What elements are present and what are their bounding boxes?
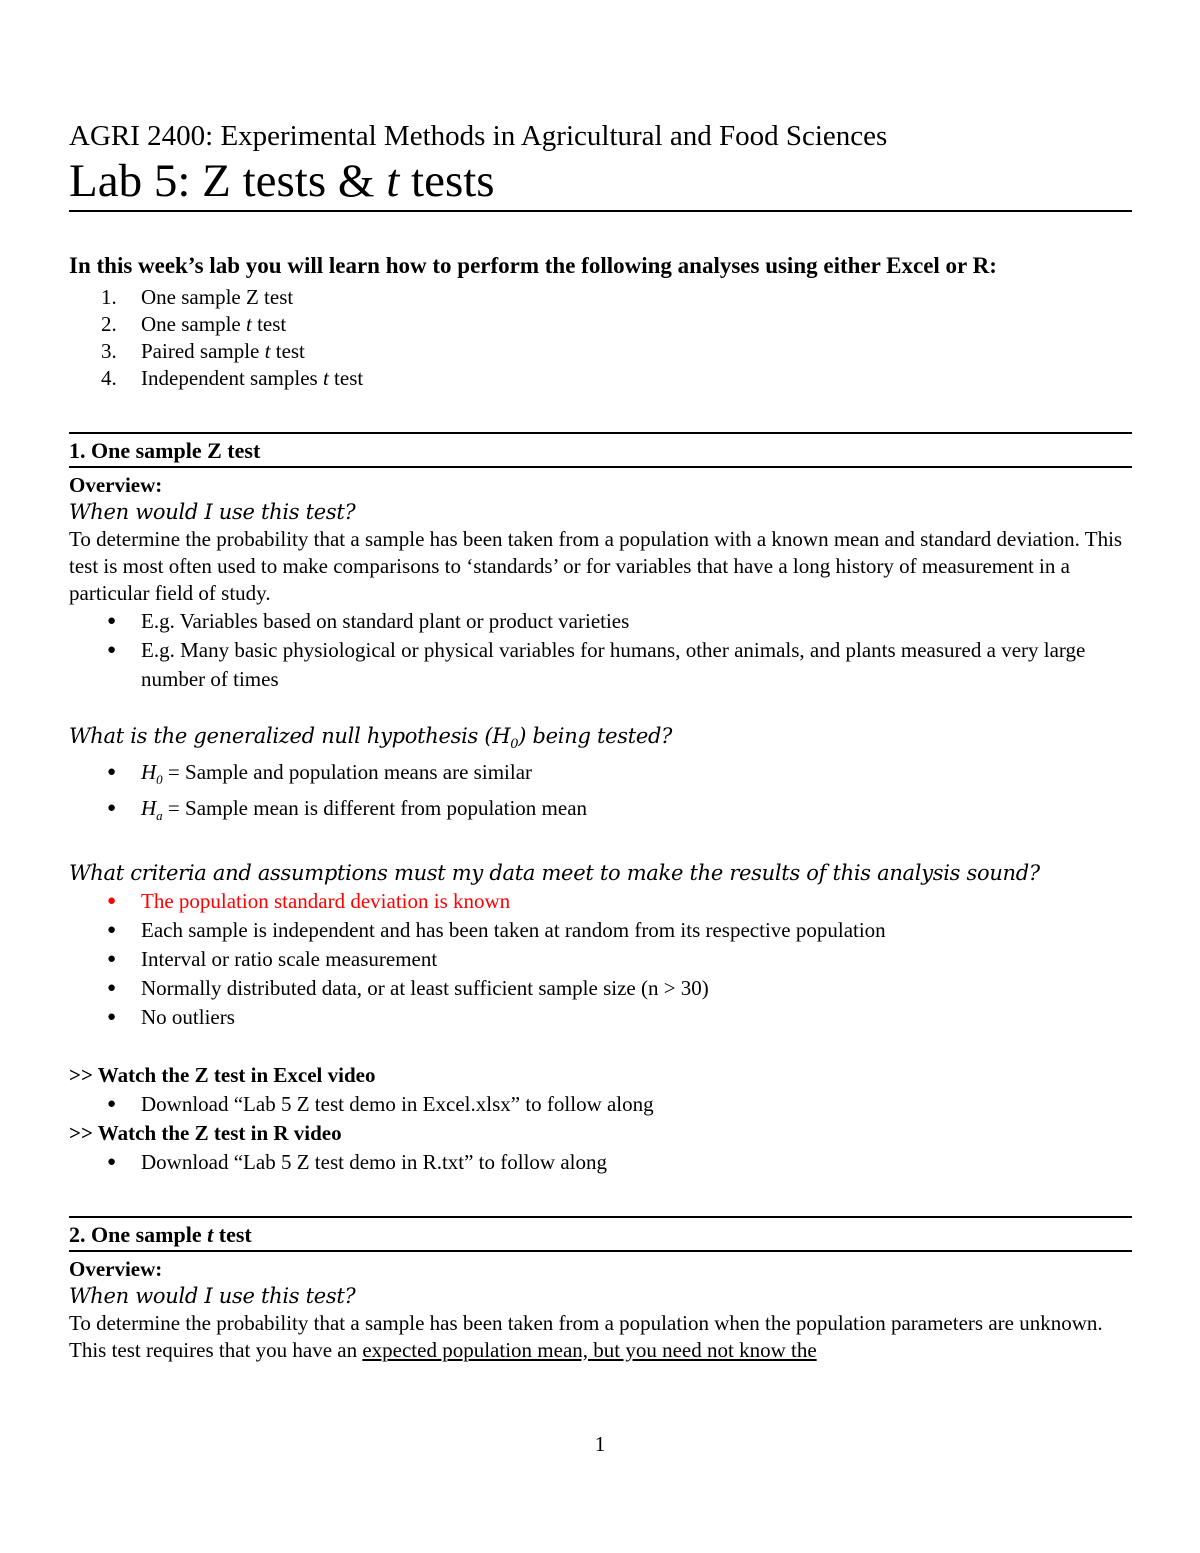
bullet-text [141,758,1132,794]
bullet-icon: ● [107,979,117,996]
list-text-post: test [328,366,364,390]
h0-text: = Sample and population means are similar [162,760,533,785]
question-when: When would I use this test? [69,1283,356,1308]
bullet-text [141,794,1132,830]
question-null [69,723,1132,758]
lab-title-suffix: tests [399,155,495,207]
when-text: To determine the probability that a sample has been taken from a population when the population parameters are unknown. This test requires that you have an [69,1310,1103,1362]
bullet-text: E.g. Many basic physiological or physical variables for humans, other animals, and plants measured a very large number of times [141,638,1086,691]
lab-title-t: t [386,155,400,207]
list-item [69,1090,1132,1119]
bullet-text: Interval or ratio scale measurement [141,946,438,971]
list-text-italic: t [322,366,329,390]
question-when: When would I use this test? [69,500,356,524]
list-item [69,758,1132,794]
list-text [141,311,286,338]
watch-r-video-link[interactable]: >> Watch the Z test in R video [69,1120,342,1145]
question-criteria: What criteria and assumptions must my data meet to make the results of this analysis sound? [69,860,1040,885]
section-2-heading-pre: 2. One sample [69,1221,208,1247]
list-item [69,338,1132,365]
hypotheses-list [69,758,1132,830]
when-paragraph [69,1310,1132,1364]
bullet-text: Download “Lab 5 Z test demo in Excel.xlsx” to follow along [141,1091,654,1116]
bullet-icon: ● [107,921,117,938]
bullet-icon: ● [107,1095,117,1112]
list-text-pre: One sample Z test [141,285,294,309]
bullet-icon: ● [107,613,117,629]
list-item [69,945,1132,974]
bullet-icon: ● [107,1008,117,1025]
analyses-list [69,284,1132,392]
list-item [69,916,1132,945]
overview-label: Overview: [69,1256,163,1281]
intro-text: In this week’s lab you will learn how to perform the following analyses using either Excel or R: [69,253,997,278]
list-number: 1. [101,285,117,309]
list-text-italic: t [264,339,271,363]
watch-excel-video-link[interactable]: >> Watch the Z test in Excel video [69,1062,376,1087]
question-null-sub: 0 [510,737,519,753]
list-text [141,365,363,392]
bullet-icon: ● [107,764,117,781]
when-paragraph: To determine the probability that a sample has been taken from a population with a known mean and standard deviation. This test is most often used to make comparisons to ‘standards’ or for variables that have a long history of measurement in a particular field of study. [69,527,1123,605]
question-null-end: ) being tested? [518,724,673,748]
list-text-italic: t [245,312,252,336]
page-number: 1 [594,1432,606,1456]
list-item [69,365,1132,392]
list-text [141,284,293,311]
bullet-icon: ● [107,1153,117,1170]
question-null-text: What is the generalized null hypothesis (H [69,724,511,748]
list-text [141,338,305,365]
lab-title-prefix: Lab 5: Z tests & [69,155,387,207]
list-text-post: test [251,312,287,336]
list-item [69,311,1132,338]
list-number: 3. [101,339,117,363]
list-item [69,636,1132,694]
course-title: AGRI 2400: Experimental Methods in Agricultural and Food Sciences [69,120,888,152]
list-text-pre: Paired sample [141,339,265,363]
bullet-icon: ● [107,892,117,909]
h0-label: H [141,760,157,785]
bullet-icon: ● [107,950,117,967]
excel-download-list [69,1090,1132,1119]
list-item [69,794,1132,830]
bullet-icon: ● [107,642,117,658]
list-item [69,974,1132,1003]
section-2-heading-italic: t [207,1221,214,1247]
list-item [69,284,1132,311]
list-number: 4. [101,366,117,390]
examples-list [69,607,1132,694]
bullet-text-red: The population standard deviation is known [141,888,511,913]
section-2-heading [69,1216,1132,1252]
page-content [69,118,1132,1364]
list-item [69,607,1132,636]
list-number: 2. [101,312,117,336]
section-2-heading-post: test [213,1221,252,1247]
overview-label: Overview: [69,473,163,497]
r-download-list [69,1148,1132,1177]
list-item [69,887,1132,916]
bullet-icon: ● [107,800,117,817]
ha-text: = Sample mean is different from population mean [162,796,588,821]
list-item [69,1148,1132,1177]
list-item [69,1003,1132,1032]
lab-title [69,154,1132,212]
criteria-list [69,887,1132,1032]
list-text-post: test [270,339,305,363]
list-text-pre: One sample [141,312,246,336]
bullet-text: E.g. Variables based on standard plant or product varieties [141,609,630,633]
bullet-text: Each sample is independent and has been taken at random from its respective population [141,917,886,942]
list-text-pre: Independent samples [141,366,323,390]
bullet-text: Normally distributed data, or at least sufficient sample size (n > 30) [141,975,709,1000]
bullet-text: Download “Lab 5 Z test demo in R.txt” to follow along [141,1149,607,1174]
h0-sub: 0 [156,772,163,788]
ha-label: H [141,796,157,821]
bullet-text: No outliers [141,1004,235,1029]
section-1-heading: 1. One sample Z test [69,432,1132,468]
when-underlined-text: expected population mean, but you need not know the [362,1337,817,1362]
ha-sub: a [156,808,163,824]
